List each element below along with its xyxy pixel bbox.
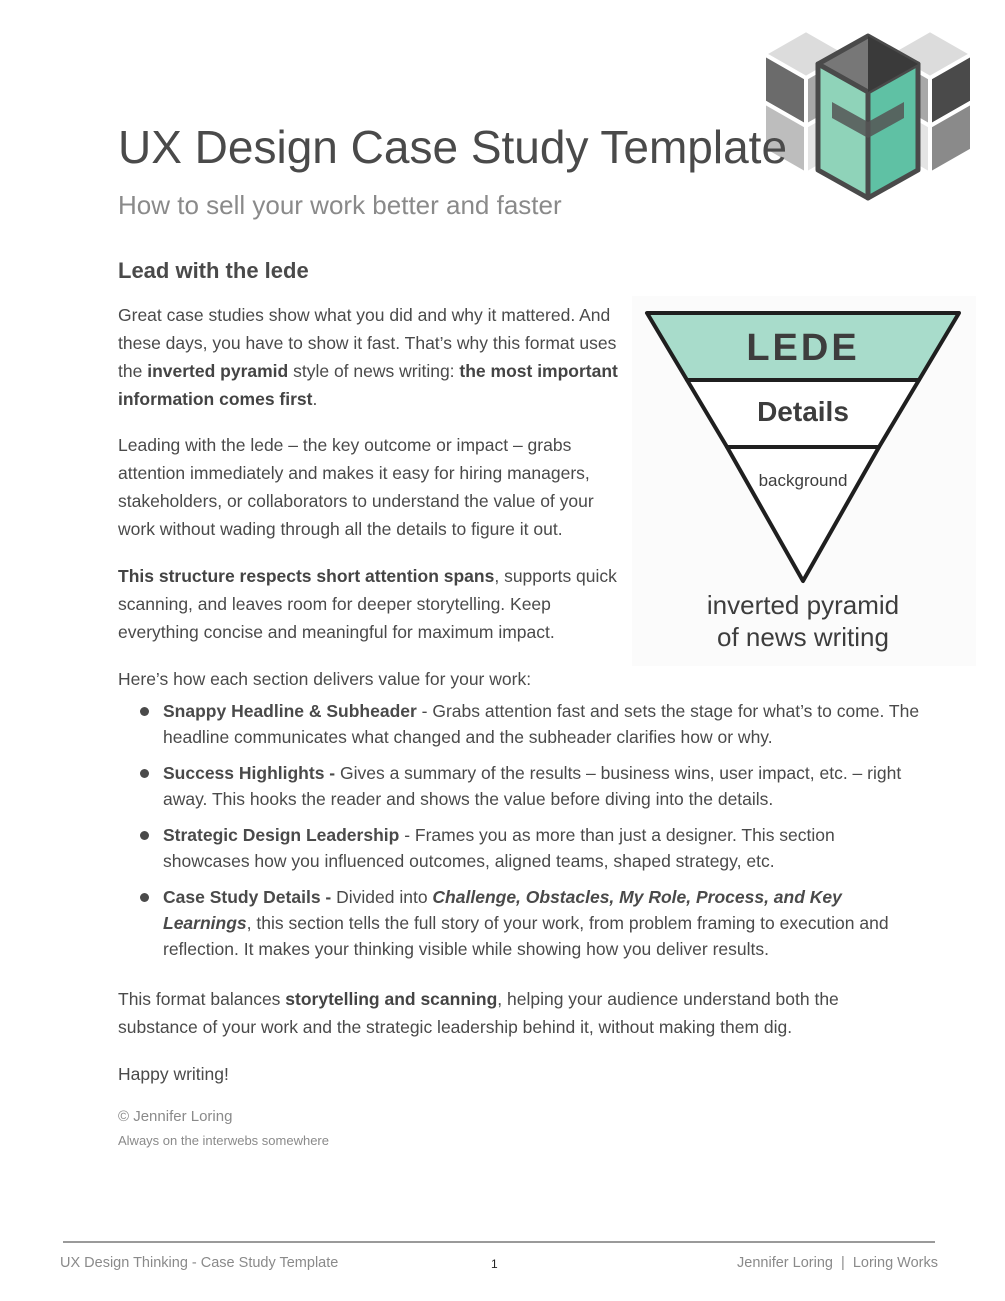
details-label: Details bbox=[757, 396, 849, 427]
footer-page-number: 1 bbox=[491, 1257, 498, 1271]
copyright-text: © Jennifer Loring bbox=[118, 1108, 233, 1125]
lede-label: LEDE bbox=[746, 327, 860, 369]
list-item: Snappy Headline & Subheader - Grabs attention fast and sets the stage for what’s to come. The headline communicates what changed and the subheader clarifies how or why. bbox=[140, 698, 920, 750]
summary-paragraph: This format balances storytelling and scanning, helping your audience understand both the substance of your work and the strategic leadership behind it, without making them dig. bbox=[118, 989, 839, 1037]
lede-paragraph: Leading with the lede – the key outcome or impact – grabs attention immediately and makes it easy for hiring managers, stakeholders, or collaborators to understand the value of your work without wading through all the details to figure it out. bbox=[118, 435, 594, 539]
bullet-icon bbox=[140, 831, 149, 840]
list-item: Case Study Details - Divided into Challenge, Obstacles, My Role, Process, and Key Learnings, this section tells the full story of your work, from problem framing to execution and reflection. It makes your thinking visible while showing how you deliver results. bbox=[140, 884, 920, 962]
structure-paragraph: This structure respects short attention spans, supports quick scanning, and leaves room for deeper storytelling. Keep everything concise and meaningful for maximum impact. bbox=[118, 566, 617, 642]
list-item: Strategic Design Leadership - Frames you as more than just a designer. This section showcases how you influenced outcomes, aligned teams, shaped strategy, etc. bbox=[140, 822, 920, 874]
inverted-pyramid-diagram bbox=[632, 296, 976, 666]
caption-line-2: of news writing bbox=[717, 622, 889, 652]
closing-text: Happy writing! bbox=[118, 1064, 229, 1084]
background-label: background bbox=[758, 471, 848, 490]
caption-line-1: inverted pyramid bbox=[706, 590, 900, 620]
list-item: Success Highlights - Gives a summary of the results – business wins, user impact, etc. – right away. This hooks the reader and shows the value before diving into the details. bbox=[140, 760, 920, 812]
page-subtitle: How to sell your work better and faster bbox=[118, 190, 562, 220]
tagline-text: Always on the interwebs somewhere bbox=[118, 1133, 329, 1148]
page-title: UX Design Case Study Template bbox=[118, 121, 788, 173]
footer-divider bbox=[63, 1241, 935, 1243]
footer-document-title: UX Design Thinking - Case Study Template bbox=[60, 1255, 339, 1271]
section-heading: Lead with the lede bbox=[118, 258, 309, 283]
bullet-icon bbox=[140, 893, 149, 902]
bullet-icon bbox=[140, 707, 149, 716]
footer-author: Jennifer Loring | Loring Works bbox=[737, 1255, 938, 1271]
cube-logo-icon bbox=[758, 28, 978, 206]
section-list bbox=[140, 698, 920, 972]
sections-intro: Here’s how each section delivers value for your work: bbox=[118, 669, 532, 689]
bullet-icon bbox=[140, 769, 149, 778]
intro-paragraph: Great case studies show what you did and why it mattered. And these days, you have to show it fast. That’s why this format uses the inverted pyramid style of news writing: the most important information comes first. bbox=[118, 305, 618, 409]
